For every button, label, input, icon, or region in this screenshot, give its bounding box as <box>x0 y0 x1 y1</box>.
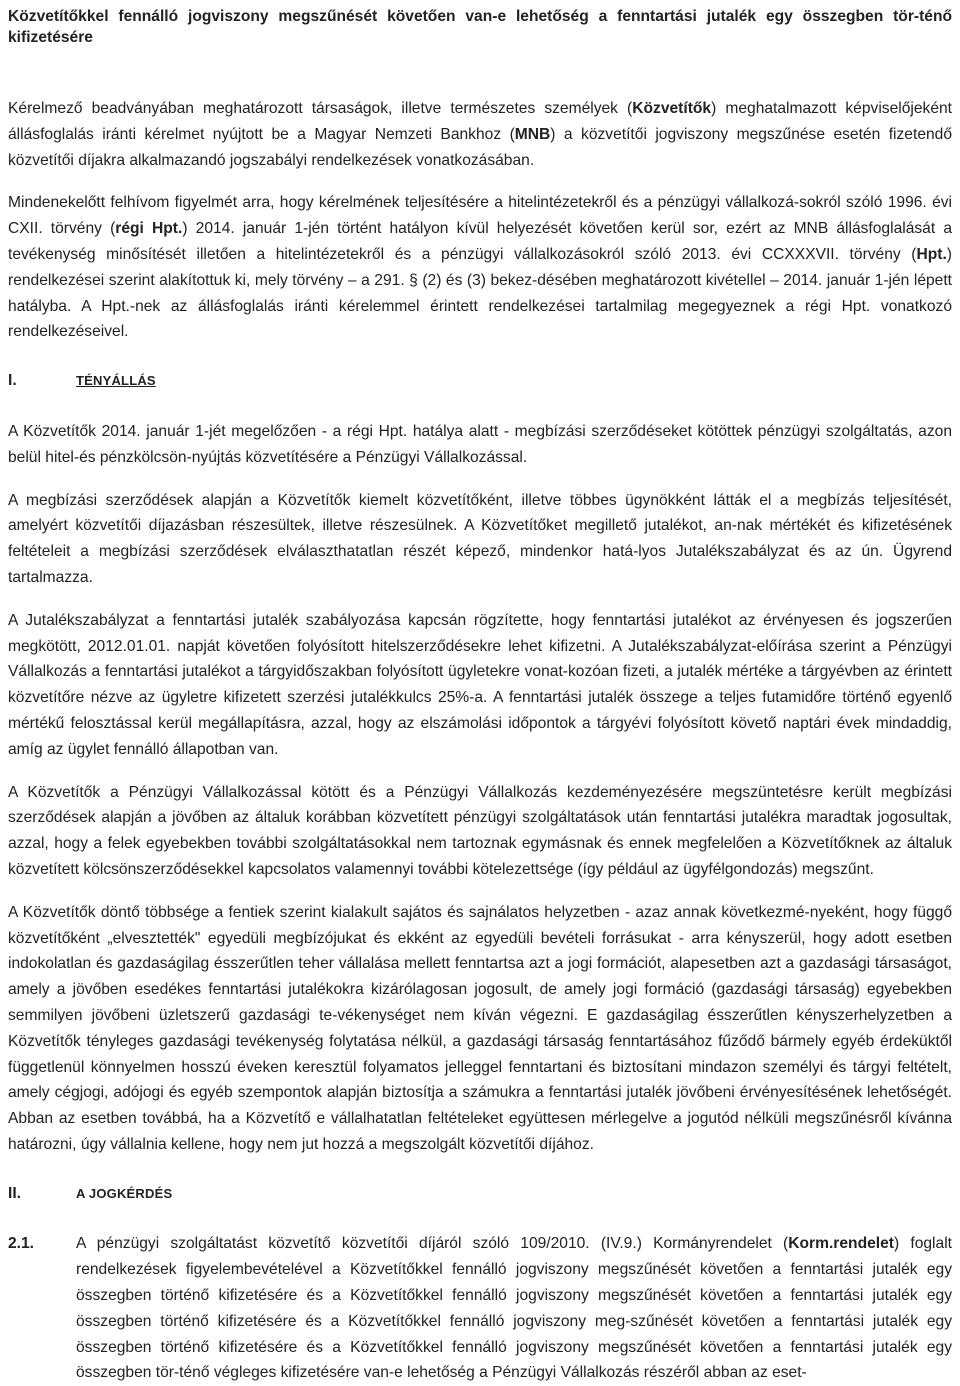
subsection-number: 2.1. <box>8 1235 35 1253</box>
paragraph-facts-1: A Közvetítők 2014. január 1-jét megelőzően - a régi Hpt. hatálya alatt - megbízási szerződéseket kötöttek pénzügyi szolgáltatás, azon belül hitel-és pénzkölcsön-nyújtás közvetítésére a Pénzügyi Vállalkozással. <box>8 422 952 466</box>
paragraph-facts-5: A Közvetítők döntő többsége a fentiek szerint kialakult sajátos és sajnálatos helyzetben - azaz annak következmé-nyeként, hogy függő közvetítőként „elvesztették" egyedüli megbízójukat és ekként az egyedüli bevételi forrásukat - arra kényszerül, hogy adott esetben indokolatlan és gazdaságilag ésszerűtlen teher vállalása mellett fenntartsa azt a jogi formációt, alapesetben azt a gazdasági társaságot, amely a jövőben esedékes fenntartási jutalékokra kizárólagosan jogosult, de amely jogi formáció (gazdasági társaság) egyebekben semmilyen jövőbeni üzletszerű gazdasági te-vékenységet nem kíván végezni. E gazdaságilag ésszerűtlen kényszerhelyzetben a Közvetítők tényleges gazdasági tevékenység folytatása nélkül, a gazdasági társaság fenntartásához fűződő bármely egyéb érdeküktől függetlenül könnyelmen hosszú éveken keresztül folyamatos jelleggel fenntartani és biztosítani mindazon személyi és tárgyi feltételt, amely cégjogi, adójogi és egyéb szempontok alapján biztosítja a számukra a fenntartási jutalék jövőbeni érvényesítésének lehetőségét. Abban az esetben továbbá, ha a Közvetítő e vállalhatatlan feltételeket együttesen mérlegelve a jogutód nélküli megszűnésről kívánna határozni, úgy vállalnia kellene, hogy nem jut hozzá a megszolgált közvetítői díjához. <box>8 903 952 1153</box>
section-title: TÉNYÁLLÁS <box>76 373 156 389</box>
subsection-2-1 <box>8 1231 952 1386</box>
section-heading-legal-question <box>8 1181 952 1207</box>
paragraph-facts-2: A megbízási szerződések alapján a Közvetítők kiemelt közvetítőként, illetve többes ügynökként látták el a megbízás teljesítését, amelyért közvetítői díjazásban részesültek, illetve részesülnek. A Közvetítőket megillető jutalékot, an-nak mértékét és kifizetésének feltételeit a megbízási szerződések elválaszthatatlan részét képező, mindenkor hatá-lyos Jutalékszabályzat és az ún. Ügyrend tartalmazza. <box>8 491 952 586</box>
section-number: II. <box>8 1184 21 1202</box>
section-number: I. <box>8 372 17 390</box>
section-title: A JOGKÉRDÉS <box>76 1185 173 1201</box>
hpt-paragraph: Mindenekelőtt felhívom figyelmét arra, hogy kérelmének teljesítésére a hitelintézetekről és a pénzügyi vállalkozá-sokról szóló 1996. évi CXII. törvény (régi Hpt.) 2014. január 1-jén történt hatályon kívül helyezését követően kerül sor, ezért az MNB állásfoglalását a tevékenység minősítését illetően a hitelintézetekről és a pénzügyi vállalkozásokról szóló 2013. évi CCXXXVII. törvény (Hpt.) rendelkezései szerint alakítottuk ki, mely törvény – a 291. § (2) és (3) bekez-désében meghatározott kivétellel – 2014. január 1-jén lépett hatályba. A Hpt.-nek az állásfoglalás iránti kérelemmel érintett rendelkezései tartalmilag megegyeznek a régi Hpt. vonatkozó rendelkezéseivel. <box>8 194 952 341</box>
subsection-text: A pénzügyi szolgáltatást közvetítő közvetítői díjáról szóló 109/2010. (IV.9.) Kormányrendelet (Korm.rendelet) foglalt rendelkezések figyelembevételével a Közvetítőkkel fennálló jogviszony megszűnését követően a fenntartási jutalék egy összegben történő kifizetésére és a Közvetítőkkel fennálló jogviszony megszűnését követően a fenntartási jutalék egy összegben történő kifizetésére és a Közvetítőkkel fennálló jogviszony meg-szűnését követően a fenntartási jutalék egy összegben történő kifizetésére és a Közvetítőkkel fennálló jogviszony megszűnését követően a fenntartási jutalék egy összegben tör-ténő végleges kifizetésére van-e lehetőség a Pénzügyi Vállalkozás részéről abban az eset- <box>76 1235 952 1382</box>
paragraph-facts-3: A Jutalékszabályzat a fenntartási jutalék szabályozása kapcsán rögzítette, hogy fenntartási jutalékot az érvényesen és jogszerűen megkötött, 2012.01.01. napját követően folyósított hitelszerződésekre lehet kifizetni. A Jutalékszabályzat-előírása szerint a Pénzügyi Vállalkozás a fenntartási jutalékot a tárgyidőszakban folyósított ügyletekre vonat-kozóan fizeti, a jutalék mértéke a tárgyévben az érintett közvetítőre nézve az ügyletre kifizetett szerzési jutalékkulcs 25%-a. A fenntartási jutalék összege a teljes futamidőre történő egyenlő mértékű felosztással kerül megállapításra, azzal, hogy az elszámolási időpontok a tárgyévi folyósított követő naptári évek mindaddig, amíg az ügylet fennálló állapotban van. <box>8 611 952 758</box>
section-heading-facts <box>8 368 952 394</box>
intro-paragraph: Kérelmező beadványában meghatározott társaságok, illetve természetes személyek (Közvetítők) meghatalmazott képviselőjeként állásfoglalás iránti kérelmet nyújtott be a Magyar Nemzeti Bankhoz (MNB) a közvetítői jogviszony megszűnése esetén fizetendő közvetítői díjakra alkalmazandó jogszabályi rendelkezések vonatkozásában. <box>8 100 953 169</box>
document-title: Közvetítőkkel fennálló jogviszony megszűnését követően van-e lehetőség a fenntartási jutalék egy összegben tör-ténő kifizetésére <box>8 8 952 46</box>
paragraph-facts-4: A Közvetítők a Pénzügyi Vállalkozással kötött és a Pénzügyi Vállalkozás kezdeményezésére megszüntetésre került megbízási szerződések alapján a jövőben az általuk korábban közvetített pénzügyi szolgáltatások után fenntartási jutalékra maradtak jogosultak, azzal, hogy a felek egyebekben további szolgáltatásokkal nem tartoznak egymásnak és ennek megfelelően a Közvetítőknek az általuk közvetített kölcsönszerződésekkel kapcsolatos valamennyi további kötelezettsége (így például az ügyfélgondozás) megszűnt. <box>8 783 952 878</box>
